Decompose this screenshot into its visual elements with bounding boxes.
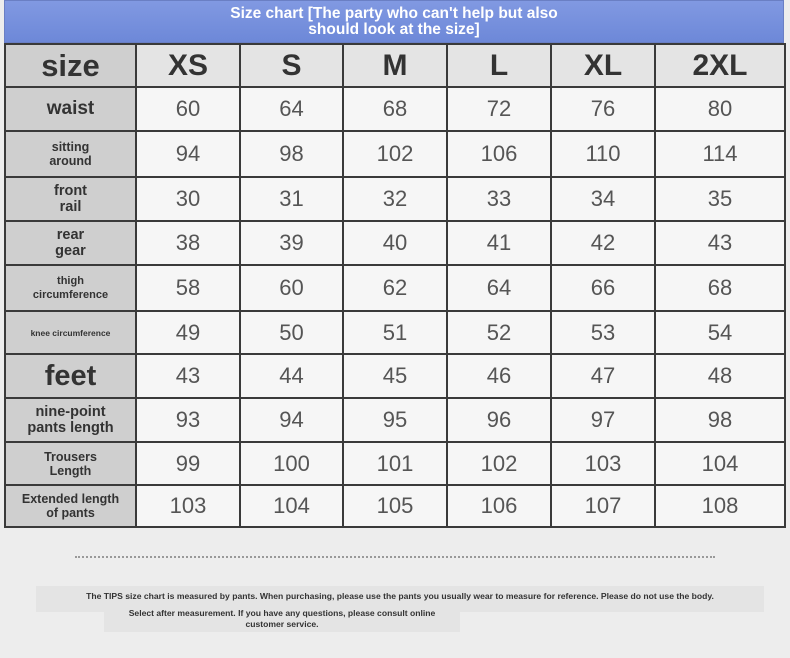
table-cell: 31 (240, 177, 343, 221)
table-cell: 33 (447, 177, 551, 221)
table-cell: 43 (655, 221, 785, 265)
row-label-line: of pants (46, 506, 95, 520)
table-row (5, 131, 785, 177)
table-cell: 96 (447, 398, 551, 442)
table-row (5, 221, 785, 265)
table-cell: 52 (447, 311, 551, 354)
table-row (5, 354, 785, 398)
row-label-feet: feet (5, 354, 136, 398)
row-label-waist: waist (5, 87, 136, 131)
size-header-s: S (240, 44, 343, 87)
size-header-m: M (343, 44, 447, 87)
table-cell: 101 (343, 442, 447, 485)
table-cell: 32 (343, 177, 447, 221)
row-label-line: nine-point (35, 404, 106, 420)
table-cell: 34 (551, 177, 655, 221)
table-cell: 46 (447, 354, 551, 398)
table-cell: 99 (136, 442, 240, 485)
row-label-line: around (49, 154, 92, 168)
row-label-line: Extended length (21, 492, 120, 506)
table-cell: 30 (136, 177, 240, 221)
table-cell: 98 (655, 398, 785, 442)
table-cell: 60 (240, 265, 343, 311)
size-header-label: size (5, 44, 136, 87)
table-cell: 68 (655, 265, 785, 311)
table-cell: 104 (655, 442, 785, 485)
table-cell: 60 (136, 87, 240, 131)
table-cell: 93 (136, 398, 240, 442)
table-cell: 94 (240, 398, 343, 442)
table-row (5, 87, 785, 131)
row-label-extended-length-of-pants (5, 485, 136, 527)
table-cell: 54 (655, 311, 785, 354)
table-cell: 45 (343, 354, 447, 398)
table-cell: 40 (343, 221, 447, 265)
table-cell: 53 (551, 311, 655, 354)
table-cell: 108 (655, 485, 785, 527)
table-cell: 94 (136, 131, 240, 177)
table-cell: 58 (136, 265, 240, 311)
table-cell: 107 (551, 485, 655, 527)
tips-line-3: customer service. (245, 619, 319, 629)
row-label-line: thigh (57, 275, 84, 287)
row-label-line: Trousers (44, 449, 97, 464)
table-cell: 43 (136, 354, 240, 398)
table-cell: 76 (551, 87, 655, 131)
table-row (5, 442, 785, 485)
row-label-thigh-circumference (5, 265, 136, 311)
table-cell: 102 (343, 131, 447, 177)
row-label-nine-point-pants-length (5, 398, 136, 442)
tips-line-1: The TIPS size chart is measured by pants. When purchasing, please use the pants you usually wear to measure for reference. Please do not use the body. (86, 591, 714, 601)
table-cell: 106 (447, 485, 551, 527)
table-cell: 49 (136, 311, 240, 354)
table-cell: 42 (551, 221, 655, 265)
table-cell: 35 (655, 177, 785, 221)
table-cell: 51 (343, 311, 447, 354)
size-header-xl: XL (551, 44, 655, 87)
row-label-rear-gear (5, 221, 136, 265)
size-chart-title (4, 0, 784, 43)
table-row (5, 177, 785, 221)
header-row (5, 44, 785, 87)
row-label-line: circumference (32, 289, 109, 301)
row-label-line: rear (56, 227, 85, 243)
table-cell: 62 (343, 265, 447, 311)
table-cell: 103 (551, 442, 655, 485)
table-cell: 38 (136, 221, 240, 265)
table-cell: 106 (447, 131, 551, 177)
table-cell: 39 (240, 221, 343, 265)
dotted-divider (75, 556, 715, 558)
table-cell: 44 (240, 354, 343, 398)
table-cell: 80 (655, 87, 785, 131)
row-label-line: gear (55, 243, 86, 259)
size-chart-table (4, 43, 786, 528)
row-label-knee-circumference: knee circumference (5, 311, 136, 354)
table-cell: 103 (136, 485, 240, 527)
table-cell: 64 (447, 265, 551, 311)
table-cell: 100 (240, 442, 343, 485)
table-cell: 64 (240, 87, 343, 131)
table-cell: 110 (551, 131, 655, 177)
size-header-l: L (447, 44, 551, 87)
table-row (5, 485, 785, 527)
row-label-line: pants length (27, 420, 114, 436)
size-header-xs: XS (136, 44, 240, 87)
title-line-1: Size chart [The party who can't help but also (230, 4, 558, 22)
table-cell: 95 (343, 398, 447, 442)
table-cell: 48 (655, 354, 785, 398)
size-header-2xl: 2XL (655, 44, 785, 87)
row-label-sitting-around (5, 131, 136, 177)
table-cell: 72 (447, 87, 551, 131)
row-label-line: rail (59, 199, 82, 215)
row-label-front-rail (5, 177, 136, 221)
tips-line-2: Select after measurement. If you have any questions, please consult online (128, 608, 436, 618)
table-cell: 68 (343, 87, 447, 131)
table-cell: 47 (551, 354, 655, 398)
row-label-trousers-length (5, 442, 136, 485)
table-row (5, 265, 785, 311)
row-label-line: front (53, 183, 87, 199)
row-label-line: sitting (51, 140, 90, 154)
table-cell: 41 (447, 221, 551, 265)
row-label-line: Length (49, 463, 92, 478)
title-line-2: should look at the size] (308, 20, 480, 38)
table-cell: 114 (655, 131, 785, 177)
table-cell: 66 (551, 265, 655, 311)
tips-note (104, 607, 460, 632)
table-cell: 98 (240, 131, 343, 177)
table-cell: 105 (343, 485, 447, 527)
table-cell: 50 (240, 311, 343, 354)
table-cell: 102 (447, 442, 551, 485)
table-row (5, 398, 785, 442)
table-row (5, 311, 785, 354)
table-cell: 104 (240, 485, 343, 527)
table-cell: 97 (551, 398, 655, 442)
